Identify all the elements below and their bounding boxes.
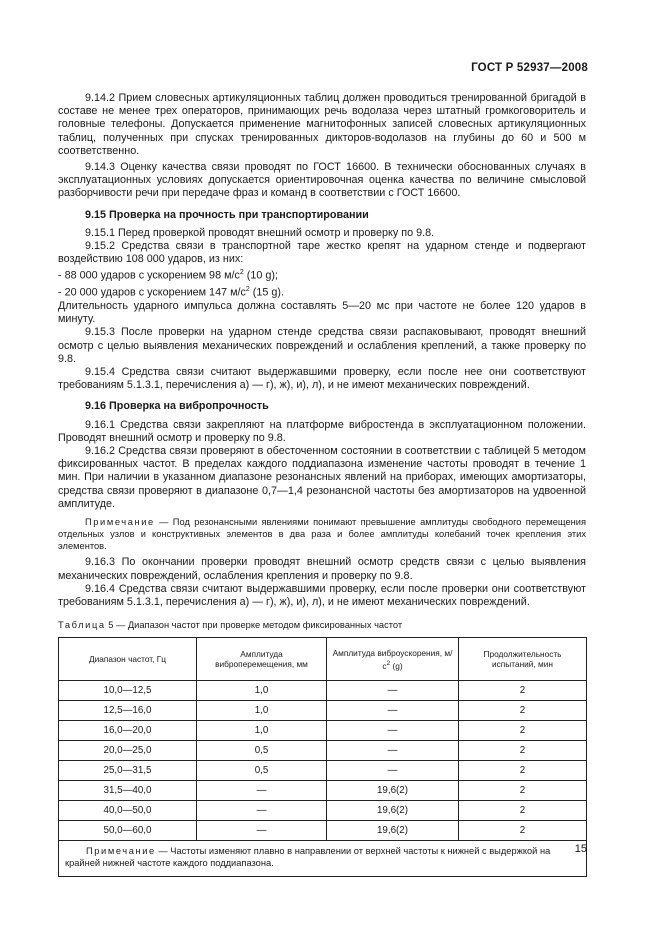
paragraph-9-16-2: 9.16.2 Средства связи проверяют в обесточенном состоянии в соответствии с таблицей 5 методом фиксированных частот. В пределах каждого поддиапазона изменение частоты проводят в течение 1 мин. При наличии в указанном диапазоне резонансных явлений на приборах, имеющих амортизаторы, средства связи проверяют в диапазоне 0,7—1,4 резонансной частоты без амортизаторов на удвоенной амплитуде. — [58, 445, 586, 510]
table-note-row — [59, 841, 587, 877]
paragraph-9-16-1: 9.16.1 Средства связи закрепляют на платформе вибростенда в эксплуатационном положении. Проводят внешний осмотр и проверку по 9.8. — [58, 418, 586, 444]
paragraph-9-15-1: 9.15.1 Перед проверкой проводят внешний осмотр и проверку по 9.8. — [85, 226, 435, 239]
header-duration: Продолжительность испытаний, мин — [459, 638, 587, 681]
paragraph-9-15-4: 9.15.4 Средства связи считают выдержавшими проверку, если после нее они соответствуют требованиям 5.1.3.1, перечисления а) — г), ж), и), л), и не имеют механических повреждений. — [58, 366, 586, 392]
table-row: 20,0—25,0 0,5 — 2 — [59, 741, 587, 761]
table-row: 16,0—20,0 1,0 — 2 — [59, 721, 587, 741]
table-row: 25,0—31,5 0,5 — 2 — [59, 761, 587, 781]
page-number: 15 — [574, 843, 587, 855]
paragraph-impulse-duration: Длительность ударного импульса должна составлять 5—20 мс при частоте не более 120 ударов в минуту. — [58, 300, 586, 326]
paragraph-9-14-2: 9.14.2 Прием словесных артикуляционных таблиц должен проводиться тренированной бригадой в составе не менее трех операторов, принимающих речь водолаза через штатный громкоговоритель и головные телефоны. Допускается применение магнитофонных записей словесных артикуляционных таблиц, полученных при спусках тренированных дикторов-водолазов на глубины до 60 и 500 м соответственно. — [58, 92, 586, 157]
paragraph-9-15-2: 9.15.2 Средства связи в транспортной таре жестко крепят на ударном стенде и подвергают воздействию 108 000 ударов, из них: — [58, 240, 586, 266]
table-row: 40,0—50,0 — 19,6(2) 2 — [59, 801, 587, 821]
frequency-table — [58, 637, 587, 877]
table-row: 10,0—12,5 1,0 — 2 — [59, 681, 587, 701]
table-row: 50,0—60,0 — 19,6(2) 2 — [59, 821, 587, 841]
bullet-88000: - 88 000 ударов с ускорением 98 $м/с^2$ (10 g); — [58, 269, 279, 283]
header-displacement: Амплитуда виброперемещения, мм — [197, 638, 327, 681]
table-header-row — [59, 638, 587, 681]
table-row: 12,5—16,0 1,0 — 2 — [59, 701, 587, 721]
paragraph-9-16-3: 9.16.3 По окончании проверки проводят внешний осмотр средств связи с целью выявления механических повреждений, ослабления крепления и проверку по 9.8. — [58, 556, 586, 582]
section-heading-9-16: 9.16 Проверка на вибропрочность — [85, 400, 269, 413]
paragraph-9-15-3: 9.15.3 После проверки на ударном стенде средства связи распаковывают, проводят внешний осмотр с целью выявления механических повреждений и ослабления креплений, а также проверку по 9.8. — [58, 326, 586, 365]
header-frequency: Диапазон частот, Гц — [59, 638, 197, 681]
table-caption: Таблица 5 — Диапазон частот при проверке методом фиксированных частот — [58, 620, 403, 631]
paragraph-9-14-3: 9.14.3 Оценку качества связи проводят по ГОСТ 16600. В технически обоснованных случаях в эксплуатационных условиях допускается ориентировочная оценка качества по величине смысловой разборчивости речи при передаче фраз и команд в соответствии с ГОСТ 16600. — [58, 161, 586, 200]
document-body — [58, 92, 586, 877]
note-resonance: Примечание — Под резонансными явлениями понимают превышение амплитуды свободного перемещения отдельных узлов и конструктивных элементов в два раза и более амплитуды колебаний точек крепления этих элементов. — [58, 517, 586, 551]
header-acceleration: Амплитуда виброускорения, $м/с^2$ (g) — [327, 638, 459, 681]
table-row: 31,5—40,0 — 19,6(2) 2 — [59, 781, 587, 801]
bullet-20000: - 20 000 ударов с ускорением 147 $м/с^2$ (15 g). — [58, 286, 285, 299]
document-header: ГОСТ Р 52937—2008 — [471, 62, 588, 74]
paragraph-9-16-4: 9.16.4 Средства связи считают выдержавшими проверку, если после проверки они соответствуют требованиям 5.1.3.1, перечисления а) — г), ж), и), л), и не имеют механических повреждений. — [58, 582, 586, 609]
section-heading-9-15: 9.15 Проверка на прочность при транспортировании — [85, 208, 369, 221]
table-note: Примечание — Частоты изменяют плавно в направлении от верхней частоты к нижней с выдержкой на крайней нижней частоте каждого поддиапазона. — [59, 841, 587, 877]
